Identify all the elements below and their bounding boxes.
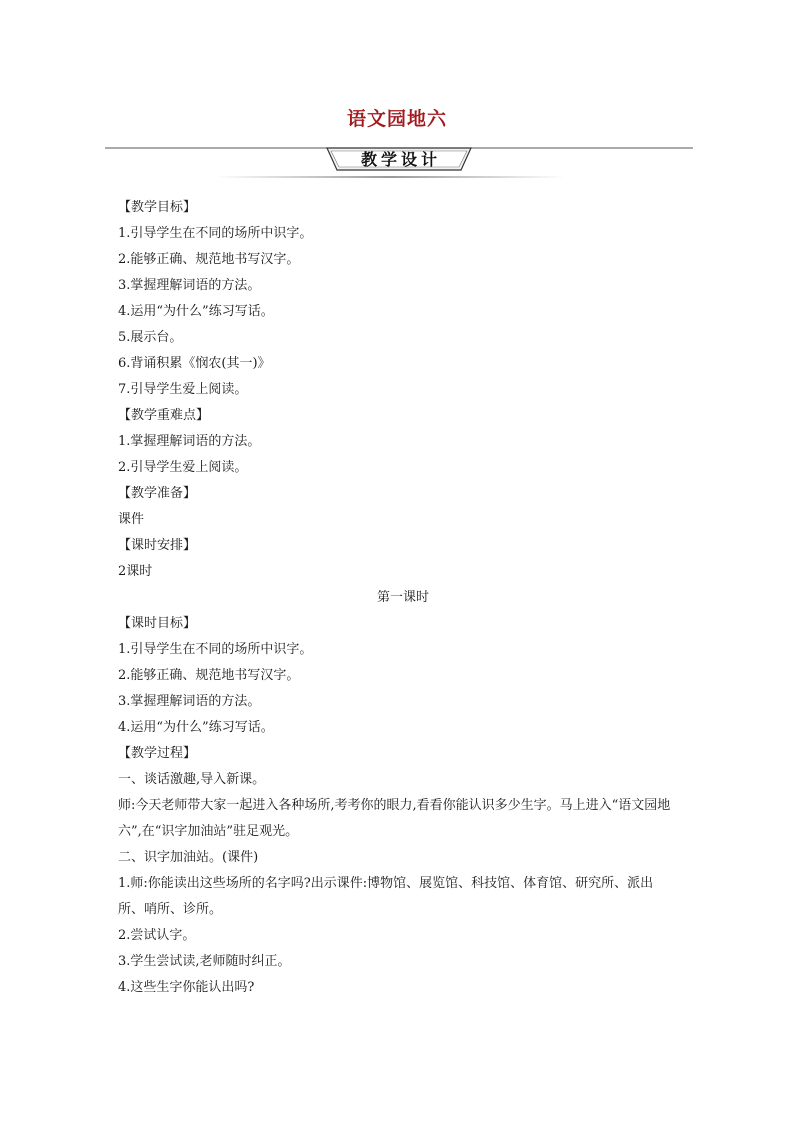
goal-item: 3.掌握理解词语的方法。 [118,278,261,293]
section-heading: 【教学过程】 [118,746,197,761]
key-item: 1.掌握理解词语的方法。 [118,434,261,449]
time-text: 2课时 [118,564,153,579]
goal-item: 7.引导学生爱上阅读。 [118,382,248,397]
section-heading: 【课时目标】 [118,616,197,631]
process-step: 一、谈话激趣,导入新课。 [118,772,266,787]
goal-item: 6.背诵积累《悯农(其一)》 [118,356,271,371]
process-question: 4.这些生字你能认出吗? [118,980,255,995]
process-question: 2.尝试认字。 [118,928,196,943]
goal-item: 5.展示台。 [118,330,183,345]
banner-title: 教学设计 [360,150,441,169]
section-heading: 【教学重难点】 [118,408,210,423]
document-body [118,195,688,1001]
lesson-goal-item: 3.掌握理解词语的方法。 [118,694,261,709]
goal-item: 2.能够正确、规范地书写汉字。 [118,252,300,267]
section-banner [105,142,693,186]
page-title: 语文园地六 [346,108,447,130]
section-heading: 【教学准备】 [118,486,197,501]
teacher-intro-paragraph: 师:今天老师带大家一起进入各种场所,考考你的眼力,看看你能认识多少生字。马上进入“语文园地六”,在“识字加油站”驻足观光。 [118,798,671,839]
lesson-goal-item: 1.引导学生在不同的场所中识字。 [118,642,313,657]
prep-text: 课件 [118,512,145,527]
section-heading: 【课时安排】 [118,538,197,553]
goal-item: 4.运用“为什么”练习写话。 [118,304,274,319]
goal-item: 1.引导学生在不同的场所中识字。 [118,226,313,241]
lesson-goal-item: 4.运用“为什么”练习写话。 [118,720,274,735]
section-heading: 【教学目标】 [118,200,197,215]
key-item: 2.引导学生爱上阅读。 [118,460,248,475]
process-step: 二、识字加油站。(课件) [118,850,259,865]
process-question: 1.师:你能读出这些场所的名字吗?出示课件:博物馆、展览馆、科技馆、体育馆、研究所、派出所、哨所、诊所。 [118,876,654,917]
process-question: 3.学生尝试读,老师随时纠正。 [118,954,291,969]
lesson-title: 第一课时 [376,590,429,605]
lesson-goal-item: 2.能够正确、规范地书写汉字。 [118,668,300,683]
